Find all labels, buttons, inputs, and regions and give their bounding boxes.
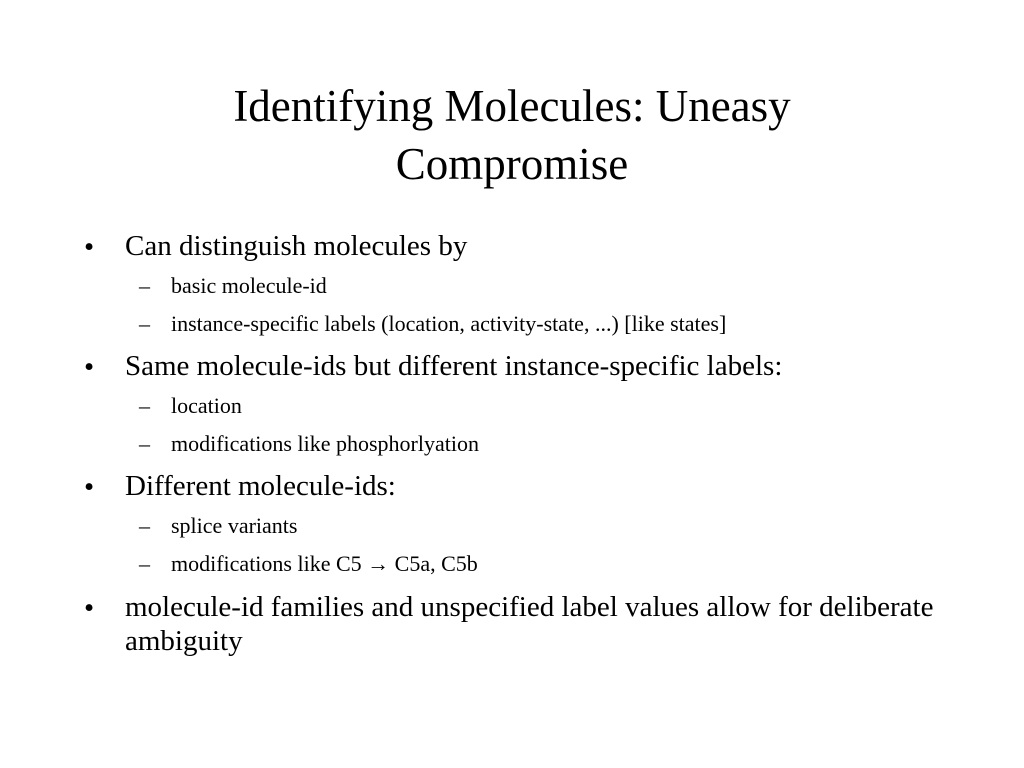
sub-bullet-text: splice variants [171,513,298,538]
slide-title-line-2: Compromise [395,139,629,189]
bullet-text: Same molecule-ids but different instance-specific labels: [125,350,783,382]
bullet-marker: • [84,351,95,383]
sub-bullet-marker: – [139,513,150,538]
sub-bullet-text: instance-specific labels (location, activity-state, ...) [like states] [171,311,727,336]
bullet-marker: • [84,471,95,503]
bullet-marker: • [84,231,95,263]
sub-bullet-marker: – [139,273,150,298]
sub-bullet-text: modifications like C5 → C5a, C5b [171,551,478,576]
sub-bullet-text: modifications like phosphorlyation [171,431,479,456]
sub-bullet-text: location [171,393,242,418]
sub-bullet-marker: – [139,393,150,418]
sub-bullet-marker: – [139,311,150,336]
slide-title-line-1: Identifying Molecules: Uneasy [233,81,791,131]
sub-bullet-marker: – [139,431,150,456]
bullet-text: Can distinguish molecules by [125,230,468,262]
sub-bullet-text: basic molecule-id [171,273,327,298]
bullet-text: Different molecule-ids: [125,470,396,502]
bullet-text: molecule-id families and unspecified label values allow for deliberate ambiguity [125,591,934,657]
bullet-marker: • [84,592,95,624]
sub-bullet-marker: – [139,551,150,576]
